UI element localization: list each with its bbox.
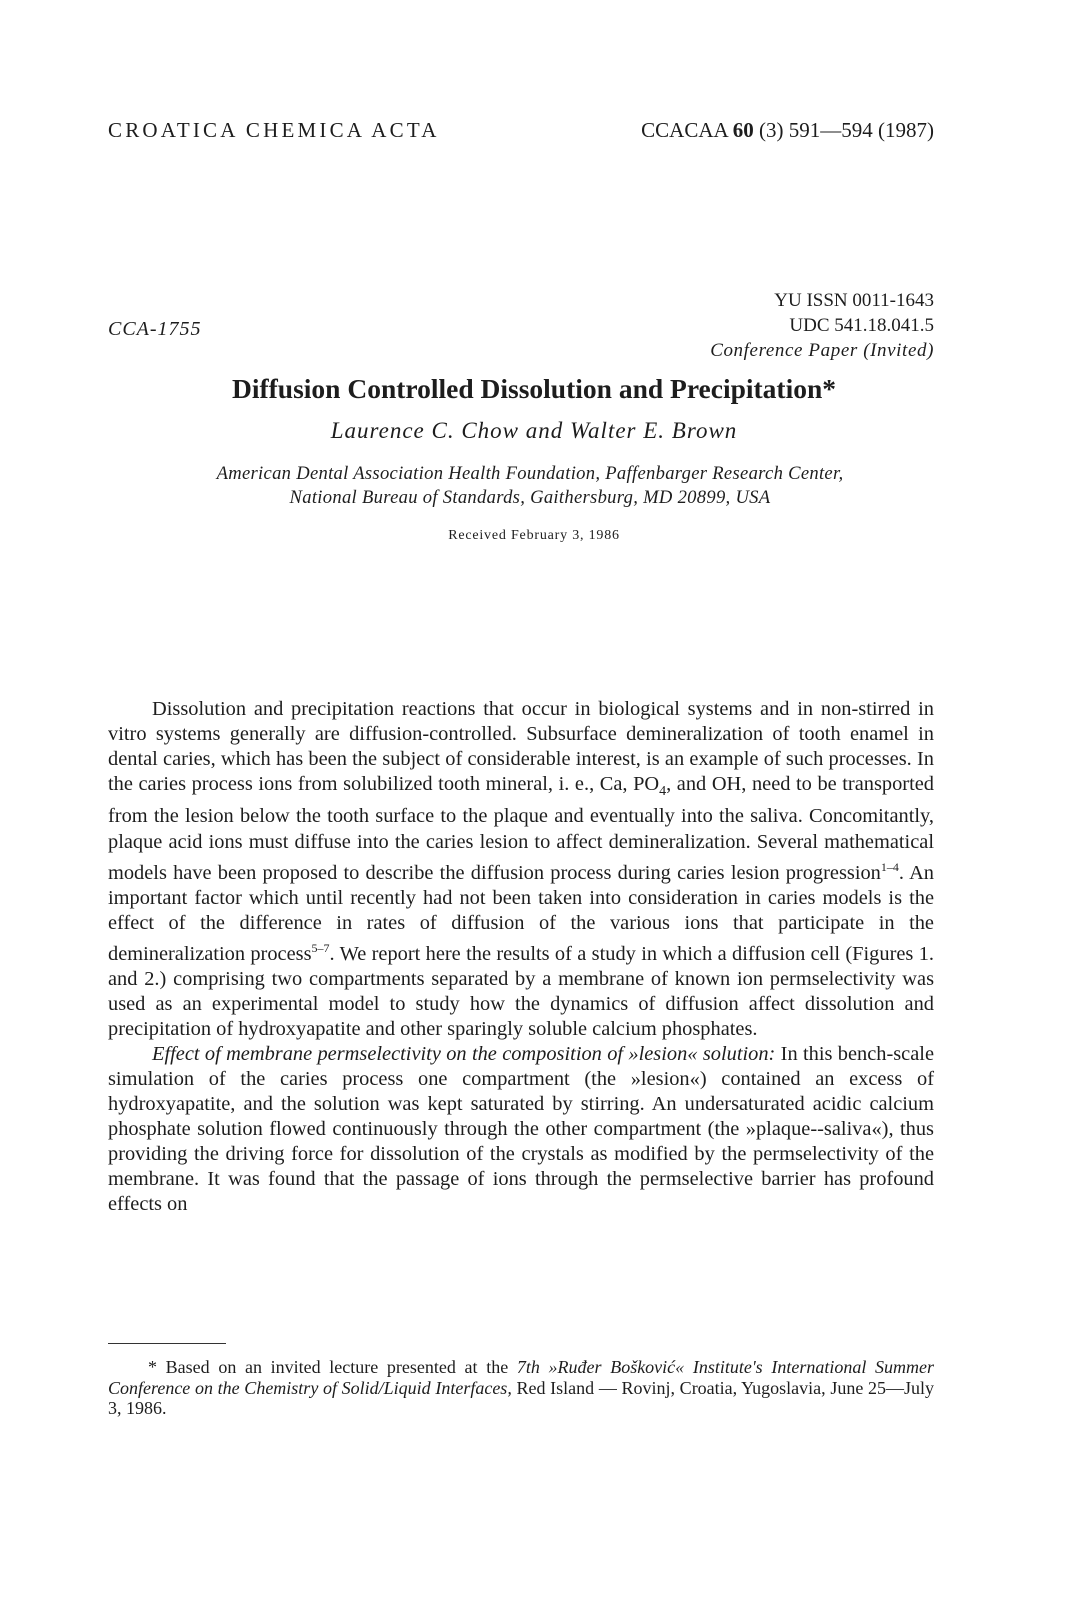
text-run: , and OH, need to be transported from the lesion below the tooth surface to the plaque and eventually into the saliva. Concomitantly, plaque acid ions must diffuse into the caries lesion to affect demineralization. Several mathematical models have been proposed to describe the diffusion process during caries lesion progression [108, 773, 934, 884]
footnote [108, 1357, 934, 1419]
text-run: In this bench-scale simulation of the caries process one compartment (the »lesion«) contained an excess of hydroxyapatite, and the solution was kept saturated by stirring. An undersaturated acidic calcium phosphate solution flowed continuously through the other compartment (the »plaque--saliva«), thus providing the driving force for dissolution of the crystals as modified by the permselectivity of the membrane. It was found that the passage of ions through the permselective barrier has profound effects on [108, 1042, 934, 1216]
footnote-text [108, 1357, 934, 1419]
udc: UDC 541.18.041.5 [789, 315, 934, 336]
text-run: . We report here the results of a study in which a diffusion cell (Figures 1. and 2.) comprising two compartments separated by a membrane of known ion permselectivity was used as an experimental model to study how the dynamics of diffusion affect dissolution and precipitation of hydroxyapatite and other sparingly soluble calcium phosphates. [108, 942, 934, 1040]
text-run: Dissolution and precipitation reactions that occur in biological systems and in non-stirred in vitro systems generally are diffusion-controlled. Subsurface demineralization of tooth enamel in dental caries, which has been the subject of considerable interest, is an example of such processes. In the caries process ions from solubilized tooth mineral, i. e., Ca, PO [108, 698, 934, 796]
journal-citation [641, 118, 934, 143]
journal-code: CCACAA [641, 118, 728, 142]
issn: YU ISSN 0011-1643 [774, 290, 934, 311]
issue-pages: (3) 591—594 (1987) [759, 118, 934, 142]
cca-number: CCA-1755 [108, 318, 202, 340]
text-run: * Based on an invited lecture presented at the [148, 1357, 517, 1377]
article-title: Diffusion Controlled Dissolution and Precipitation* [231, 373, 837, 404]
affiliation [100, 462, 960, 510]
footnote-rule [108, 1343, 226, 1344]
conference-name: 7th »Ruđer Bošković« Institute's International Summer Conference on the Chemistry of Solid/Liquid Interfaces, [108, 1357, 934, 1398]
text-run: Red Island — Rovinj, Croatia, Yugoslavia, June 25—July 3, 1986. [108, 1377, 935, 1418]
section-run-in-heading: Effect of membrane permselectivity on the composition of »lesion« solution: [152, 1042, 776, 1065]
authors: Laurence C. Chow and Walter E. Brown [330, 418, 738, 443]
received-date: Received February 3, 1986 [448, 528, 620, 543]
article-body [108, 697, 934, 1218]
article-meta [710, 288, 934, 363]
journal-name: CROATICA CHEMICA ACTA [108, 118, 440, 142]
volume-number: 60 [732, 118, 754, 142]
subscript: 4 [659, 784, 667, 800]
paper-type: Conference Paper (Invited) [710, 340, 934, 361]
reference-superscript: 5–7 [311, 940, 330, 955]
paragraph-intro [108, 697, 934, 1042]
text-run: . An important factor which until recently had not been taken into consideration in caries models is the effect of the difference in rates of diffusion of the various ions that participate in the demineralization process [108, 861, 934, 965]
affiliation-line-1: American Dental Association Health Foundation, Paffenbarger Research Center, [216, 463, 844, 484]
affiliation-line-2: National Bureau of Standards, Gaithersburg, MD 20899, USA [289, 487, 771, 508]
reference-superscript: 1–4 [880, 859, 899, 874]
paragraph-membrane [108, 1042, 934, 1218]
